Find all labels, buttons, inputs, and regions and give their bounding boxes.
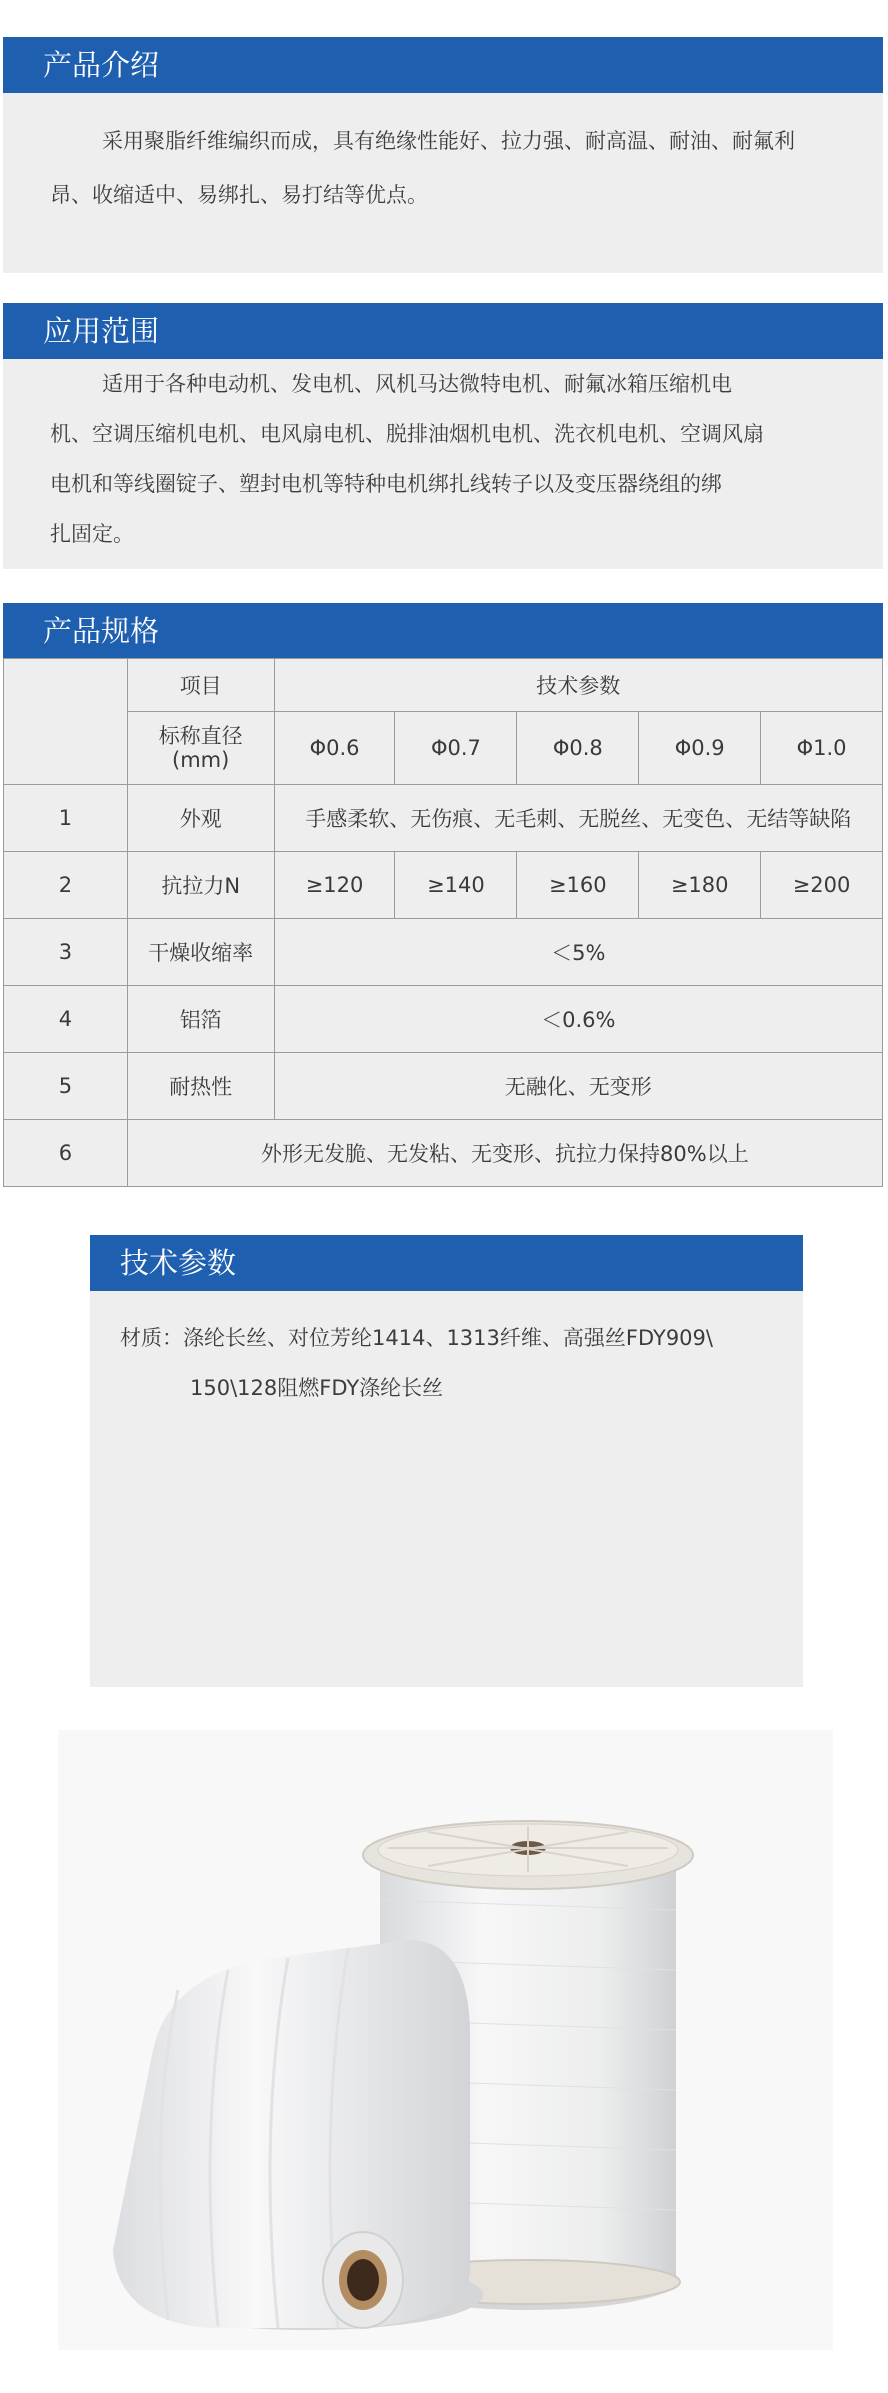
spec-row-value: ≥180: [639, 852, 761, 919]
application-line-1: 适用于各种电动机、发电机、风机马达微特电机、耐氟冰箱压缩机电: [102, 372, 732, 396]
spec-row: [4, 852, 883, 919]
spec-row-number: 2: [4, 852, 128, 919]
spec-row-number: 3: [4, 919, 128, 986]
tech-text: [120, 1313, 780, 1413]
tech-line-1: 材质：涤纶长丝、对位芳纶1414、1313纤维、高强丝FDY909\: [120, 1326, 713, 1350]
spec-row-number: 1: [4, 785, 128, 852]
application-panel: [3, 359, 883, 569]
spec-row-item: 铝箔: [127, 986, 274, 1053]
spec-row-value: 手感柔软、无伤痕、无毛刺、无脱丝、无变色、无结等缺陷: [274, 785, 882, 852]
spec-diameter-row: [4, 712, 883, 785]
product-photo: [58, 1730, 833, 2350]
spec-diameter-cell: Φ0.7: [395, 712, 517, 785]
spec-row-value: 外形无发脆、无发粘、无变形、抗拉力保持80%以上: [127, 1120, 882, 1187]
tech-panel: [90, 1235, 803, 1687]
spec-row-item: 外观: [127, 785, 274, 852]
spec-diameter-label: [127, 712, 274, 785]
intro-title: 产品介绍: [43, 48, 160, 82]
spec-diameter-cell: Φ1.0: [761, 712, 883, 785]
intro-line-1: 采用聚脂纤维编织而成，具有绝缘性能好、拉力强、耐高温、耐油、耐氟利: [102, 129, 795, 153]
application-text: [3, 359, 883, 559]
application-header: [3, 303, 883, 359]
spec-row-value: ≥140: [395, 852, 517, 919]
spec-diameter-cell: Φ0.6: [274, 712, 395, 785]
application-line-4: 扎固定。: [50, 522, 134, 546]
spec-row-item: 耐热性: [127, 1053, 274, 1120]
spec-row-number: 5: [4, 1053, 128, 1120]
spec-row-value: ＜5%: [274, 919, 882, 986]
spec-row: [4, 785, 883, 852]
spec-diameter-label-2: (mm): [172, 748, 230, 772]
application-title: 应用范围: [43, 314, 160, 348]
spec-row-value: ＜0.6%: [274, 986, 882, 1053]
spec-row-item: 抗拉力N: [127, 852, 274, 919]
spec-title: 产品规格: [43, 614, 160, 648]
spec-row: [4, 1053, 883, 1120]
spec-row: [4, 1120, 883, 1187]
spec-header-row: [4, 659, 883, 712]
intro-header: [3, 37, 883, 93]
application-line-2: 机、空调压缩机电机、电风扇电机、脱排油烟机电机、洗衣机电机、空调风扇: [50, 422, 764, 446]
spec-header: [3, 603, 883, 659]
spec-row-value: 无融化、无变形: [274, 1053, 882, 1120]
spec-row: [4, 986, 883, 1053]
intro-text: [3, 114, 883, 222]
intro-panel: [3, 93, 883, 273]
intro-line-2: 昂、收缩适中、易绑扎、易打结等优点。: [50, 183, 428, 207]
spec-row-number: 6: [4, 1120, 128, 1187]
spec-row-number: 4: [4, 986, 128, 1053]
thread-spools-image: [58, 1730, 833, 2350]
tech-line-2: 150\128阻燃FDY涤纶长丝: [190, 1376, 444, 1400]
spec-row-item: 干燥收缩率: [127, 919, 274, 986]
spec-corner-cell: [4, 659, 128, 785]
tech-title: 技术参数: [120, 1246, 237, 1280]
spec-row-value: ≥120: [274, 852, 395, 919]
tech-header: [90, 1235, 803, 1291]
spec-diameter-label-1: 标称直径: [158, 724, 243, 748]
application-line-3: 电机和等线圈锭子、塑封电机等特种电机绑扎线转子以及变压器绕组的绑: [50, 472, 722, 496]
spec-header-params: 技术参数: [274, 659, 882, 712]
spec-header-item: 项目: [127, 659, 274, 712]
spec-row: [4, 919, 883, 986]
spec-diameter-cell: Φ0.8: [517, 712, 639, 785]
spec-row-value: ≥200: [761, 852, 883, 919]
spec-row-value: ≥160: [517, 852, 639, 919]
spec-table: [3, 658, 883, 1187]
spec-diameter-cell: Φ0.9: [639, 712, 761, 785]
spool-front: [113, 1940, 483, 2330]
